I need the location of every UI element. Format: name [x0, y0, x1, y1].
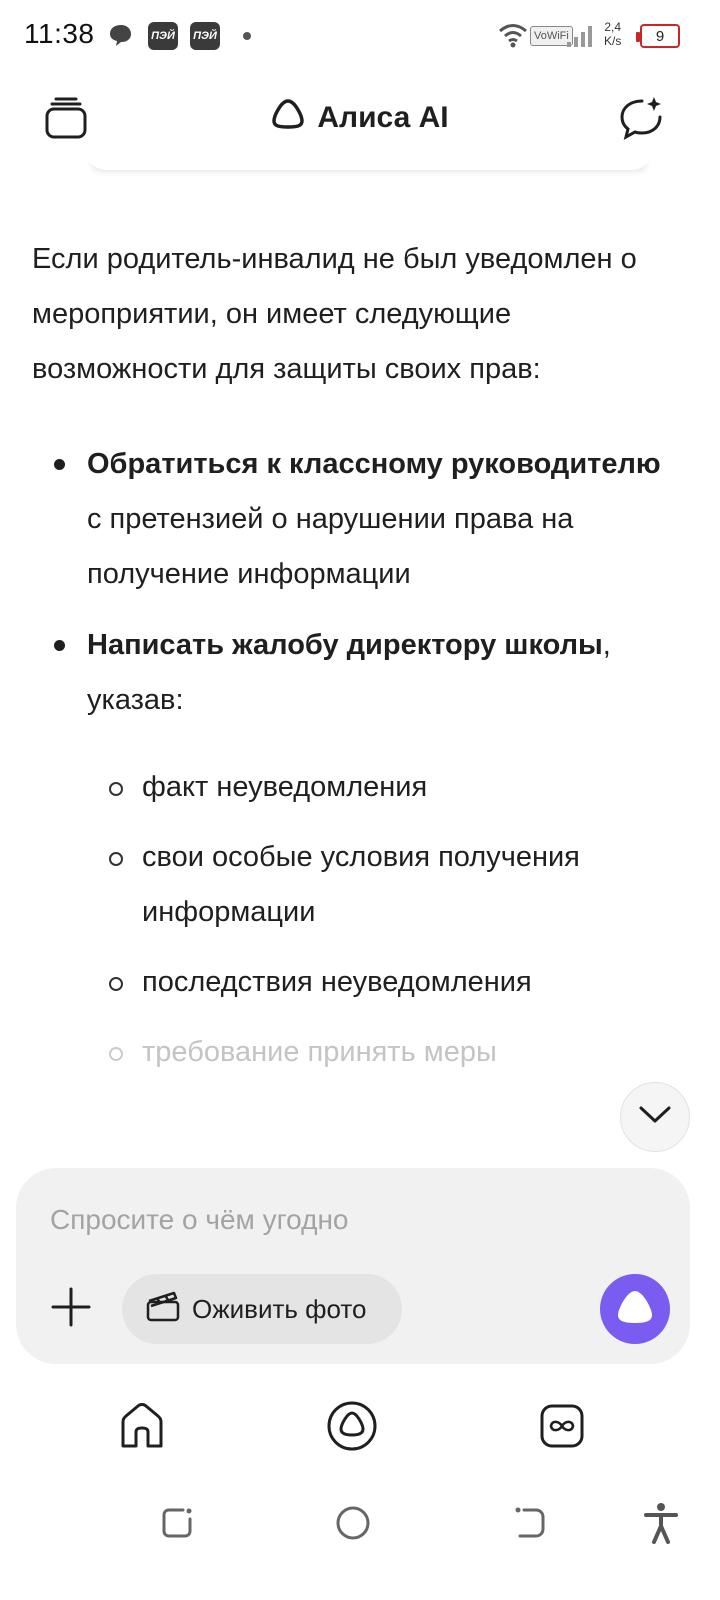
nav-infinity[interactable] [532, 1398, 592, 1458]
plus-icon [51, 1287, 91, 1332]
wifi-icon [498, 22, 528, 53]
chevron-down-icon [638, 1105, 672, 1130]
home-circle-icon [335, 1505, 371, 1546]
nav-alice[interactable] [322, 1398, 382, 1458]
new-chat-button[interactable] [610, 90, 670, 150]
notification-dot-icon [243, 32, 251, 40]
sub-list-item: свои особые условия получения информации [87, 830, 672, 940]
status-bar [0, 0, 720, 72]
list-item-text: с претензией о нарушении права на получение информации [87, 503, 574, 590]
animate-photo-label: Оживить фото [192, 1293, 367, 1324]
list-item [32, 437, 672, 602]
recents-icon [159, 1505, 195, 1546]
infinity-icon [539, 1403, 585, 1454]
system-nav [0, 1490, 720, 1560]
composer [16, 1168, 690, 1364]
battery-icon [640, 24, 680, 48]
accessibility-button[interactable] [636, 1500, 686, 1550]
new-chat-sparkle-icon [616, 95, 664, 146]
back-icon [512, 1505, 548, 1546]
list-item-bold: Написать жалобу директору школы [87, 629, 603, 661]
network-speed [604, 20, 621, 48]
accessibility-icon [643, 1502, 679, 1549]
page-title-text: Алиса AI [317, 101, 449, 134]
app-header [0, 80, 720, 160]
list-item [32, 618, 672, 1080]
sub-list-item: последствия неуведомления [87, 955, 672, 1010]
back-button[interactable] [505, 1500, 555, 1550]
home-icon [118, 1402, 166, 1455]
battery-level: 9 [655, 27, 665, 45]
sub-list-item: требование принять меры [87, 1025, 672, 1080]
animate-photo-button[interactable] [122, 1274, 402, 1344]
alice-icon [326, 1400, 378, 1457]
alice-logo-icon [271, 98, 305, 138]
message-intro: Если родитель-инвалид не был уведомлен о мероприятии, он имеет следующие возможности для защиты своих прав: [32, 243, 637, 385]
peo-badge-label: ПЭЙ [151, 30, 175, 42]
sub-list-item: факт неуведомления [87, 760, 672, 815]
scroll-down-button[interactable] [620, 1082, 690, 1152]
clapperboard-icon [146, 1290, 180, 1329]
attach-button[interactable] [46, 1284, 96, 1334]
alice-voice-button[interactable] [600, 1274, 670, 1344]
previous-message-card [86, 150, 652, 170]
bottom-nav [0, 1390, 720, 1470]
peo-badge-icon [148, 22, 178, 50]
peo-badge-icon [190, 22, 220, 50]
home-button[interactable] [328, 1500, 378, 1550]
options-list [32, 437, 672, 1080]
assistant-message [32, 232, 672, 1096]
vowifi-badge: VoWiFi [530, 26, 573, 46]
message-bubble-icon [106, 22, 134, 55]
signal-icon [566, 24, 596, 53]
recents-button[interactable] [152, 1500, 202, 1550]
complaint-points-list [87, 760, 672, 1080]
list-item-bold: Обратиться к классному руководителю [87, 448, 661, 480]
peo-badge-label: ПЭЙ [193, 30, 217, 42]
speed-unit: K/s [604, 34, 622, 48]
list-item-text: , указав: [87, 629, 611, 716]
nav-home[interactable] [112, 1398, 172, 1458]
alice-logo-icon [615, 1288, 655, 1331]
status-time: 11:38 [24, 18, 95, 49]
ask-input[interactable] [50, 1200, 610, 1240]
speed-value: 2,4 [604, 20, 622, 34]
